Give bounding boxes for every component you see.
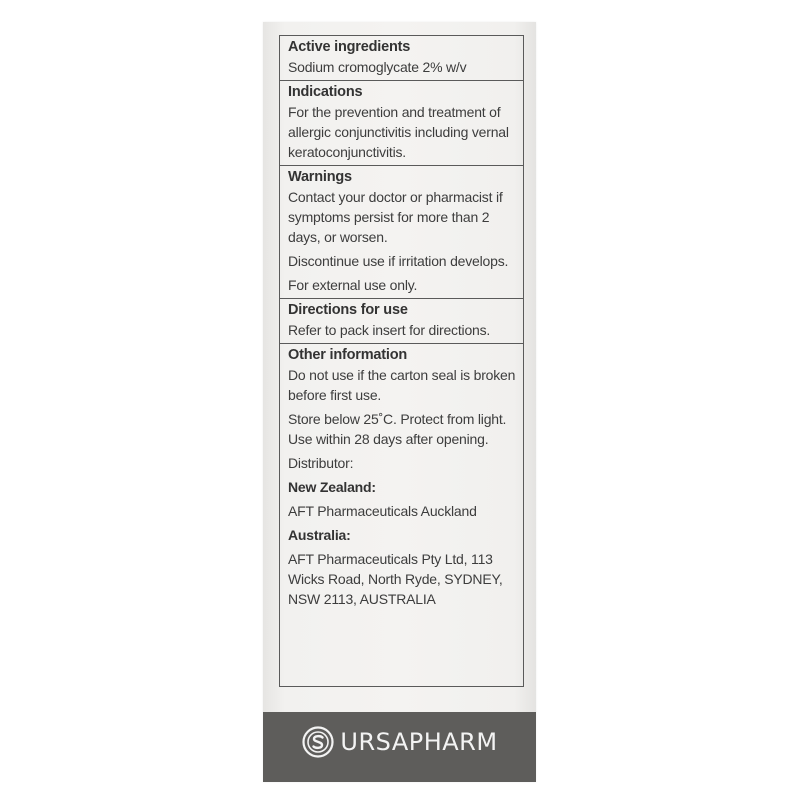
section-other-information bbox=[280, 344, 523, 612]
active-ingredients-text: Sodium cromoglycate 2% w/v bbox=[288, 59, 467, 75]
new-zealand-distributor: AFT Pharmaceuticals Auckland bbox=[288, 503, 477, 519]
australia-heading: Australia: bbox=[288, 527, 351, 543]
other-information-text-2: Store below 25˚C. Protect from light. Use within 28 days after opening. bbox=[288, 411, 507, 447]
other-information-text-1: Do not use if the carton seal is broken before first use. bbox=[288, 367, 516, 403]
warnings-text-3: For external use only. bbox=[288, 277, 418, 293]
product-info-table bbox=[279, 35, 524, 687]
warnings-text-2: Discontinue use if irritation develops. bbox=[288, 253, 509, 269]
directions-heading: Directions for use bbox=[288, 302, 408, 318]
other-information-heading: Other information bbox=[288, 347, 408, 363]
australia-distributor: AFT Pharmaceuticals Pty Ltd, 113 Wicks Road, North Ryde, SYDNEY, NSW 2113, AUSTRALIA bbox=[288, 551, 503, 607]
distributor-label: Distributor: bbox=[288, 455, 354, 471]
directions-text: Refer to pack insert for directions. bbox=[288, 322, 491, 338]
warnings-heading: Warnings bbox=[288, 169, 352, 185]
active-ingredients-heading: Active ingredients bbox=[288, 39, 411, 55]
section-warnings bbox=[280, 166, 523, 299]
brand-name: URSAPHARM bbox=[340, 728, 498, 756]
brand-logo bbox=[301, 725, 497, 759]
product-carton bbox=[263, 22, 536, 782]
new-zealand-heading: New Zealand: bbox=[288, 479, 376, 495]
brand-band bbox=[263, 712, 536, 782]
indications-text: For the prevention and treatment of allergic conjunctivitis including vernal keratoconjunctivitis. bbox=[288, 104, 509, 160]
warnings-text-1: Contact your doctor or pharmacist if symptoms persist for more than 2 days, or worsen. bbox=[288, 189, 503, 245]
indications-heading: Indications bbox=[288, 84, 363, 100]
section-directions bbox=[280, 299, 523, 344]
ursapharm-logo-icon bbox=[301, 725, 335, 759]
section-active-ingredients bbox=[280, 36, 523, 81]
section-indications bbox=[280, 81, 523, 166]
